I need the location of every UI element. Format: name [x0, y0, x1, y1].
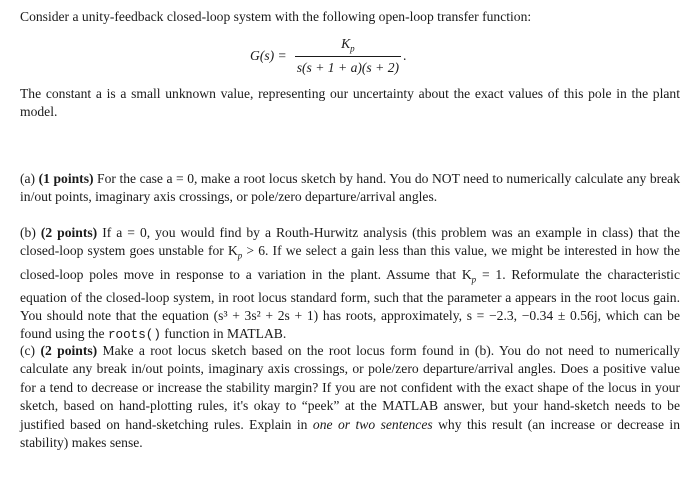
equation-denominator: s(s + 1 + a)(s + 2) [295, 56, 401, 76]
part-b-sub-2: p [471, 274, 477, 285]
part-b [20, 224, 680, 345]
equation-lhs: G(s) = [250, 47, 287, 63]
part-a [20, 170, 680, 207]
equation-fraction [295, 36, 401, 76]
part-c [20, 342, 680, 452]
part-b-points: (2 points) [40, 225, 98, 240]
part-a-label: (a) [20, 171, 36, 186]
equation-period: . [403, 47, 407, 63]
part-b-text-1: If a = 0, you would find by a Routh-Hurwitz analysis (this problem was an example in class) that the closed-loop system goes unstable for K [20, 225, 680, 259]
part-b-label: (b) [20, 225, 36, 240]
part-a-text: For the case a = 0, make a root locus sketch by hand. You do NOT need to numerically calculate any break in/out points, imaginary axis crossings, or pole/zero departure/arrival angles. [20, 171, 681, 205]
part-a-points: (1 points) [38, 171, 94, 186]
intro-text: Consider a unity-feedback closed-loop system with the following open-loop transfer function: [20, 9, 532, 24]
part-c-text-1: Make a root locus sketch based on the root locus form found in (b). You do not need to numerically calculate any break in/out points, imaginary axis crossings, or pole/zero departure/arrival angles. Does a positive value for a tend to decrease or increase the stability margin? If you are not confident with the exact shape of the locus in your sketch, based on hand-plotting rules, it's okay to “peek” at the MATLAB answer, but your hand-sketch needs to be justified based on hand-sketching rules. Explain in [20, 343, 680, 432]
part-c-points: (2 points) [40, 343, 98, 358]
part-c-label: (c) [20, 343, 36, 358]
context-text: The constant a is a small unknown value, representing our uncertainty about the exact values of this pole in the plant model. [20, 86, 680, 120]
part-b-text-2: > 6. If we select a gain less than this value, we might be interested in how the closed-loop poles move in response to a variation in the plant. Assume that K [20, 243, 680, 282]
transfer-function-equation [250, 36, 406, 76]
part-b-text-3: = 1. Reformulate the characteristic equation of the closed-loop system, in root locus standard form, such that the parameter a appears in the root locus gain. You should note that the equation (s³ + 3s² + 2s + 1) has roots, approximately, s = −2.3, −0.34 ± 0.56j, which can be found using the [20, 266, 680, 342]
part-b-sub-1: p [237, 251, 243, 262]
part-c-emphasis: one or two sentences [312, 416, 433, 432]
part-b-text-4: function in MATLAB. [160, 326, 287, 342]
part-c-text-2: why this result (an increase or decrease in stability) makes sense. [20, 416, 680, 451]
part-b-code: roots() [107, 328, 161, 343]
equation-numerator: $K_p$ [341, 36, 355, 54]
